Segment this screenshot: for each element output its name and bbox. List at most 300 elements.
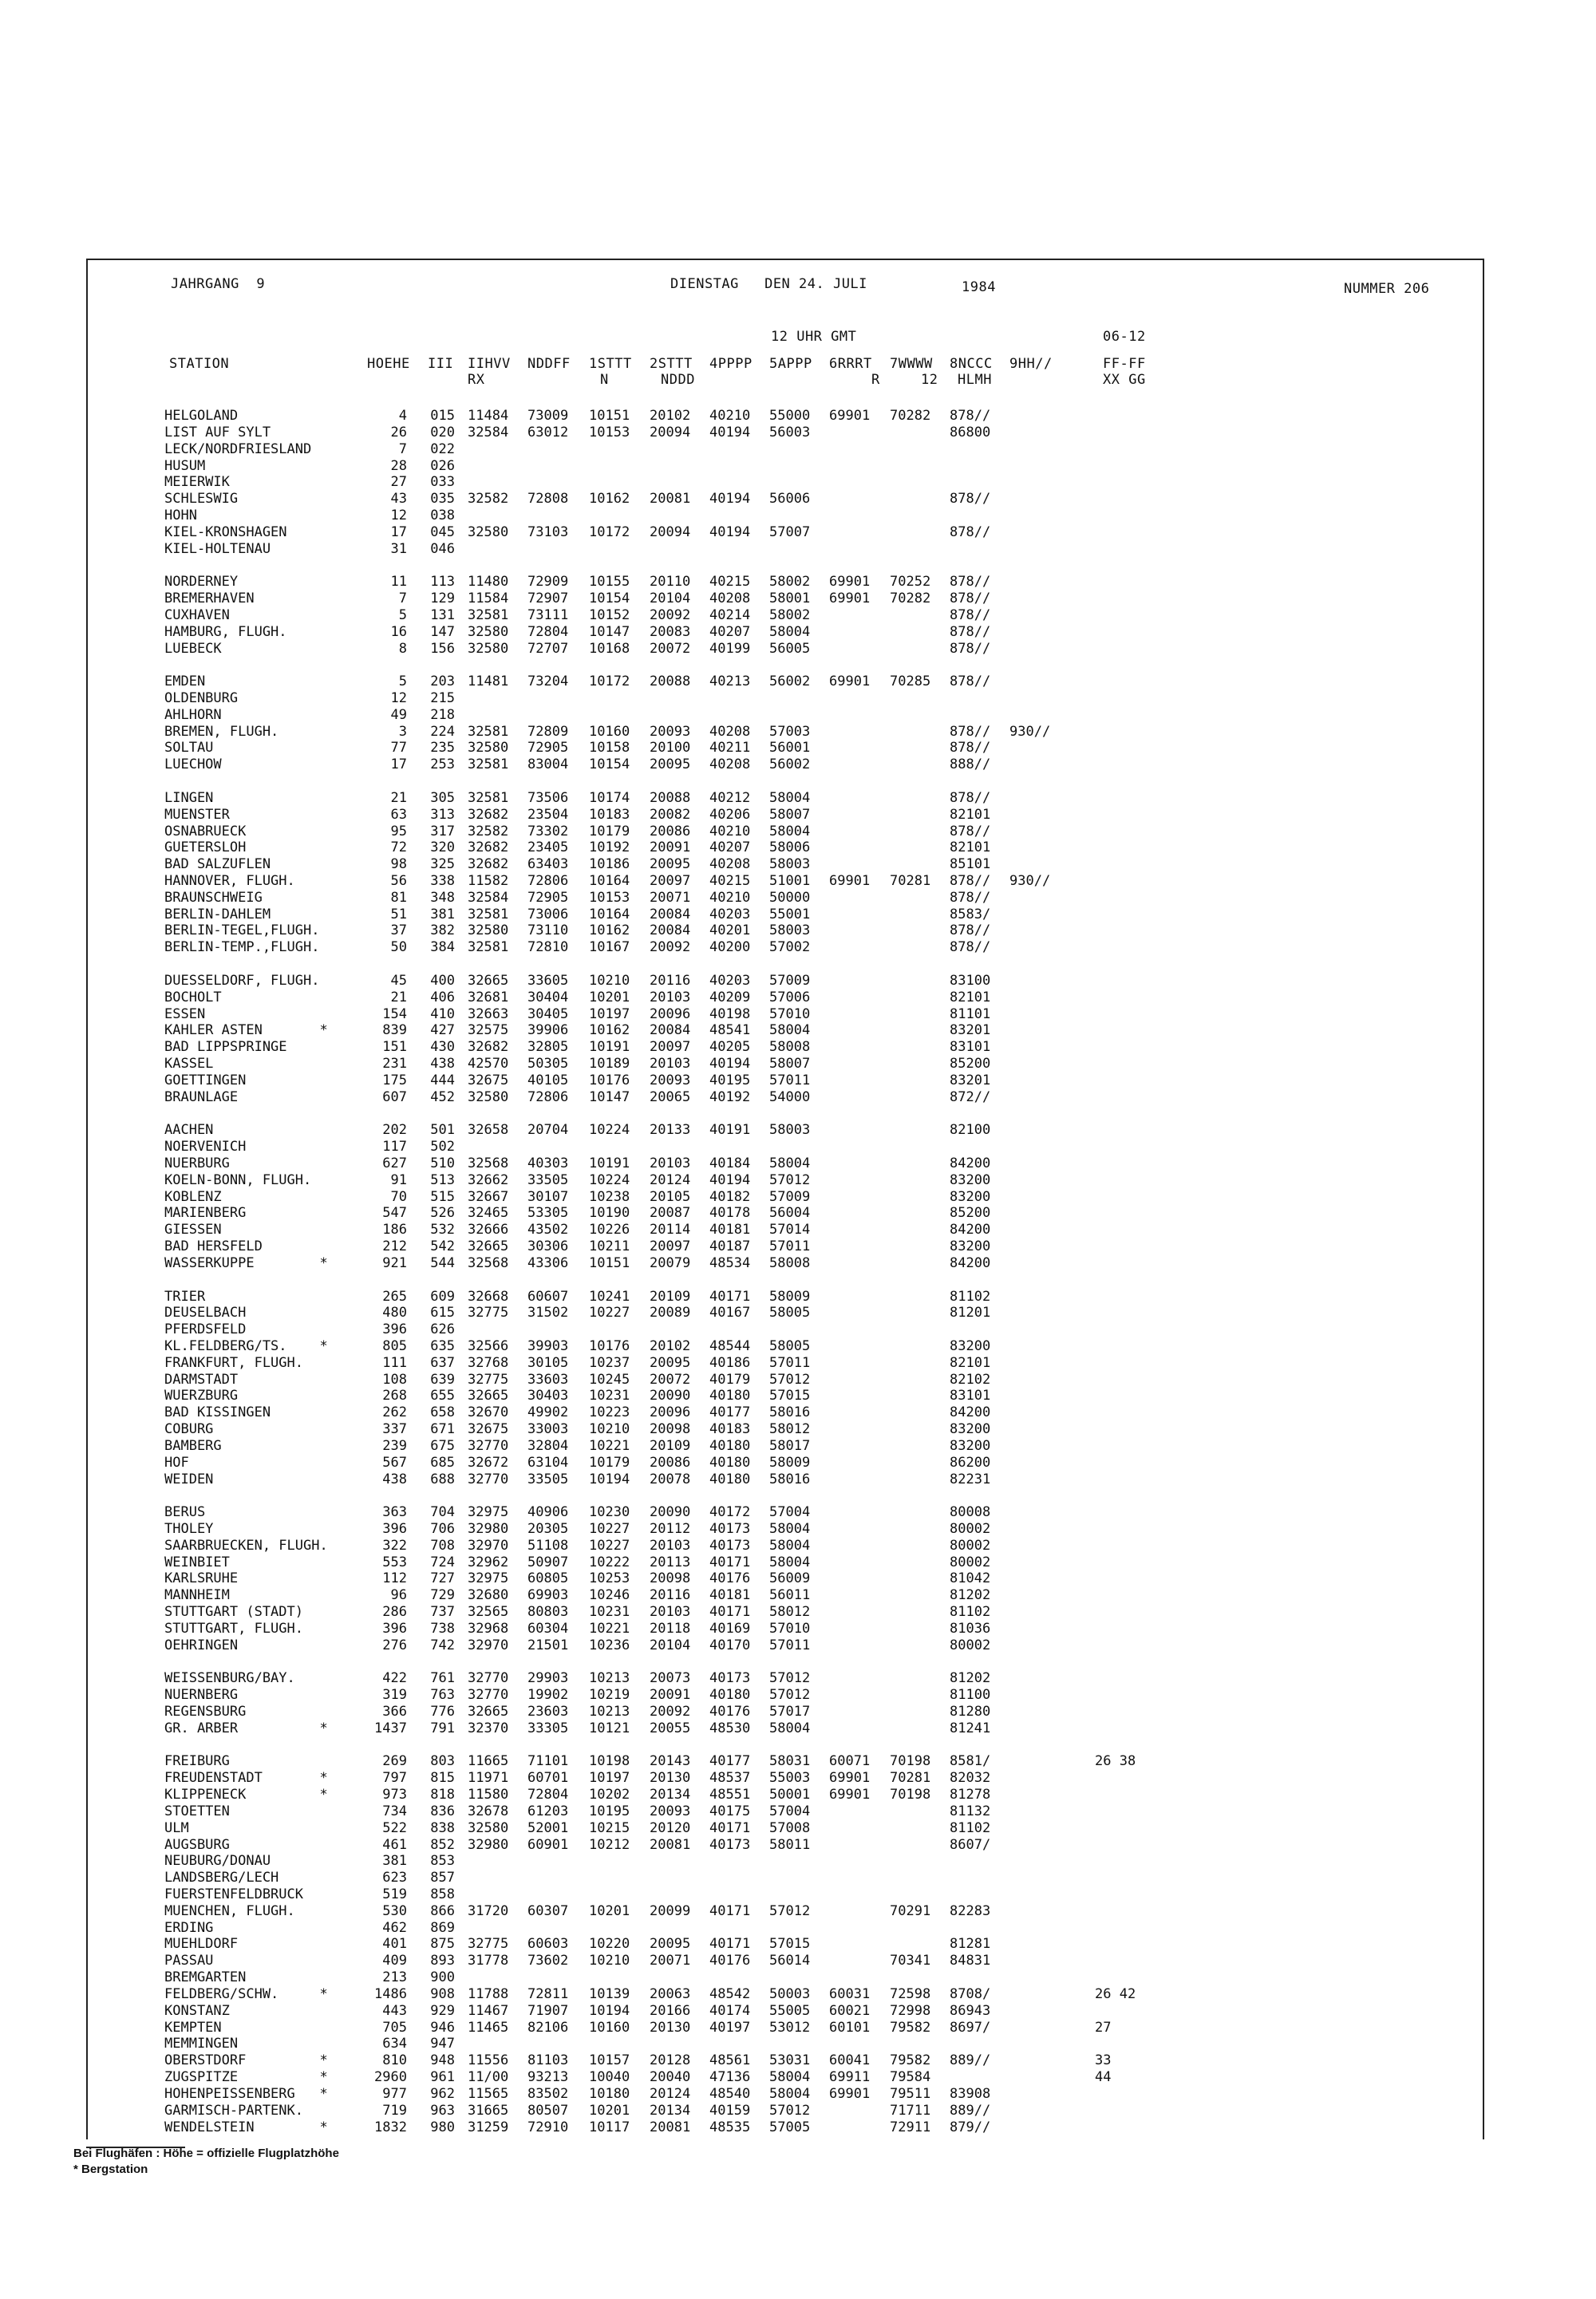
- cell-8nccc: 81202: [950, 1670, 991, 1687]
- cell-1sttt: 10231: [589, 1388, 630, 1404]
- cell-hoehe: 202: [382, 1122, 407, 1139]
- cell-iihvv: 32675: [468, 1421, 509, 1437]
- cell-iihvv: 11556: [468, 2052, 509, 2069]
- cell-hoehe: 50: [390, 939, 407, 956]
- cell-iii: 382: [430, 922, 455, 939]
- cell-hoehe: 810: [382, 2052, 407, 2069]
- cell-iii: 320: [430, 839, 455, 856]
- cell-iii: 203: [430, 674, 455, 690]
- cell-station: PASSAU: [164, 1953, 214, 1969]
- cell-hoehe: 95: [390, 823, 407, 839]
- cell-iii: 724: [430, 1554, 455, 1570]
- station-row: [0, 1189, 1596, 1205]
- cell-hoehe: 17: [390, 756, 407, 773]
- observation-time: 12 UHR GMT: [771, 329, 857, 345]
- station-row: [0, 990, 1596, 1005]
- cell-hoehe: 112: [382, 1570, 407, 1587]
- cell-8nccc: 82101: [950, 989, 991, 1005]
- cell-iii: 675: [430, 1437, 455, 1454]
- cell-station: BRAUNSCHWEIG: [164, 889, 263, 906]
- cell-hoehe: 530: [382, 1902, 407, 1919]
- cell-hoehe: 12: [390, 689, 407, 706]
- cell-nddff: 30403: [527, 1388, 569, 1404]
- cell-4pppp: 47136: [709, 2069, 751, 2085]
- cell-station: WEIDEN: [164, 1471, 214, 1487]
- cell-hoehe: 12: [390, 507, 407, 523]
- cell-iihvv: 11465: [468, 2019, 509, 2036]
- cell-nddff: 82106: [527, 2019, 569, 2036]
- cell-2sttt: 20084: [650, 922, 691, 939]
- cell-4pppp: 40173: [709, 1537, 751, 1554]
- cell-2sttt: 20095: [650, 756, 691, 773]
- cell-1sttt: 10238: [589, 1188, 630, 1205]
- cell-5appp: 58005: [769, 1305, 811, 1321]
- cell-ff-gg: 26 38: [1095, 1753, 1136, 1770]
- cell-4pppp: 40201: [709, 922, 751, 939]
- cell-nddff: 93213: [527, 2069, 569, 2085]
- cell-station: NUERNBERG: [164, 1687, 239, 1704]
- cell-nddff: 32804: [527, 1437, 569, 1454]
- cell-2sttt: 20113: [650, 1554, 691, 1570]
- col-sub-xx-gg: XX GG: [1103, 372, 1146, 388]
- cell-5appp: 56011: [769, 1587, 811, 1604]
- cell-5appp: 56006: [769, 491, 811, 508]
- cell-station: OLDENBURG: [164, 689, 239, 706]
- cell-5appp: 57009: [769, 1188, 811, 1205]
- cell-station: COBURG: [164, 1421, 214, 1437]
- cell-2sttt: 20100: [650, 740, 691, 756]
- cell-hoehe: 286: [382, 1604, 407, 1620]
- cell-4pppp: 40172: [709, 1504, 751, 1521]
- cell-station: MEIERWIK: [164, 474, 230, 491]
- cell-iii: 609: [430, 1288, 455, 1305]
- cell-8nccc: 879//: [950, 2119, 991, 2135]
- cell-iihvv: 32667: [468, 1188, 509, 1205]
- cell-station: HELGOLAND: [164, 408, 239, 424]
- cell-nddff: 49902: [527, 1404, 569, 1421]
- cell-iihvv: 32682: [468, 806, 509, 823]
- cell-1sttt: 10158: [589, 740, 630, 756]
- cell-nddff: 52001: [527, 1819, 569, 1836]
- cell-iii: 857: [430, 1870, 455, 1886]
- cell-iihvv: 32665: [468, 1238, 509, 1254]
- cell-5appp: 57017: [769, 1704, 811, 1720]
- cell-iihvv: 31259: [468, 2119, 509, 2135]
- cell-iii: 948: [430, 2052, 455, 2069]
- cell-iihvv: 32568: [468, 1155, 509, 1171]
- cell-station: FUERSTENFELDBRUCK: [164, 1886, 303, 1902]
- cell-iihvv: 32680: [468, 1587, 509, 1604]
- station-row: [0, 1587, 1596, 1603]
- cell-4pppp: 40182: [709, 1188, 751, 1205]
- cell-iii: 532: [430, 1222, 455, 1238]
- cell-nddff: 73506: [527, 789, 569, 806]
- cell-station: BREMEN, FLUGH.: [164, 723, 279, 740]
- cell-6rrrt: 69901: [829, 591, 871, 606]
- cell-8nccc: 82283: [950, 1902, 991, 1919]
- cell-nddff: 72810: [527, 939, 569, 956]
- station-row: [0, 839, 1596, 855]
- col-nddff: NDDFF: [527, 356, 571, 372]
- station-row: [0, 408, 1596, 424]
- cell-station: BREMGARTEN: [164, 1969, 247, 1986]
- cell-4pppp: 40215: [709, 574, 751, 591]
- cell-iihvv: 11971: [468, 1770, 509, 1787]
- cell-nddff: 53305: [527, 1205, 569, 1222]
- cell-1sttt: 10194: [589, 1471, 630, 1487]
- cell-iii: 502: [430, 1139, 455, 1155]
- cell-hoehe: 553: [382, 1554, 407, 1570]
- cell-1sttt: 10179: [589, 1454, 630, 1471]
- cell-station: BAD LIPPSPRINGE: [164, 1039, 287, 1056]
- cell-2sttt: 20094: [650, 523, 691, 540]
- cell-5appp: 50001: [769, 1787, 811, 1803]
- station-row: [0, 1139, 1596, 1155]
- cell-4pppp: 40208: [709, 723, 751, 740]
- station-row: [0, 1022, 1596, 1038]
- cell-5appp: 57012: [769, 1687, 811, 1704]
- cell-iii: 946: [430, 2019, 455, 2036]
- cell-hoehe: 401: [382, 1936, 407, 1953]
- cell-hoehe: 522: [382, 1819, 407, 1836]
- cell-iihvv: 32675: [468, 1072, 509, 1088]
- cell-8nccc: 81132: [950, 1803, 991, 1819]
- cell-station: CUXHAVEN: [164, 606, 230, 623]
- cell-1sttt: 10192: [589, 839, 630, 856]
- station-row: [0, 939, 1596, 955]
- cell-iihvv: 32775: [468, 1936, 509, 1953]
- cell-8nccc: 83200: [950, 1171, 991, 1188]
- cell-iii: 129: [430, 591, 455, 606]
- cell-4pppp: 40167: [709, 1305, 751, 1321]
- station-row: [0, 1936, 1596, 1952]
- cell-station: PFERDSFELD: [164, 1321, 247, 1338]
- cell-iii: 224: [430, 723, 455, 740]
- station-row: [0, 922, 1596, 938]
- cell-iihvv: 32975: [468, 1570, 509, 1587]
- cell-hoehe: 396: [382, 1620, 407, 1637]
- cell-2sttt: 20120: [650, 1819, 691, 1836]
- cell-station: NEUBURG/DONAU: [164, 1853, 271, 1870]
- station-row: [0, 1155, 1596, 1171]
- cell-4pppp: 40176: [709, 1704, 751, 1720]
- cell-iii: 427: [430, 1022, 455, 1039]
- station-row: [0, 1870, 1596, 1886]
- cell-6rrrt: 69901: [829, 1787, 871, 1803]
- cell-nddff: 33603: [527, 1371, 569, 1388]
- cell-hoehe: 186: [382, 1222, 407, 1238]
- cell-5appp: 58017: [769, 1437, 811, 1454]
- cell-iii: 235: [430, 740, 455, 756]
- cell-4pppp: 48535: [709, 2119, 751, 2135]
- cell-5appp: 54000: [769, 1088, 811, 1105]
- col-sub-nddd: NDDD: [661, 372, 695, 388]
- cell-5appp: 58004: [769, 2069, 811, 2085]
- cell-4pppp: 40173: [709, 1520, 751, 1537]
- cell-1sttt: 10201: [589, 989, 630, 1005]
- cell-nddff: 32805: [527, 1039, 569, 1056]
- cell-iii: 858: [430, 1886, 455, 1902]
- cell-1sttt: 10190: [589, 1205, 630, 1222]
- cell-iihvv: 32581: [468, 939, 509, 956]
- cell-1sttt: 10168: [589, 640, 630, 657]
- cell-5appp: 56001: [769, 740, 811, 756]
- cell-iihvv: 32575: [468, 1022, 509, 1039]
- cell-4pppp: 40207: [709, 623, 751, 640]
- footnote-airports: Bei Flughäfen : Höhe = offizielle Flugplatzhöhe: [73, 2147, 339, 2160]
- cell-iii: 706: [430, 1520, 455, 1537]
- cell-7wwww: 70341: [890, 1953, 931, 1969]
- cell-5appp: 55000: [769, 408, 811, 424]
- cell-8nccc: 83908: [950, 2085, 991, 2102]
- cell-nddff: 72909: [527, 574, 569, 591]
- cell-2sttt: 20091: [650, 839, 691, 856]
- cell-nddff: 50305: [527, 1056, 569, 1072]
- station-row: [0, 425, 1596, 440]
- cell-station: HOHENPEISSENBERG *: [164, 2085, 328, 2102]
- cell-2sttt: 20099: [650, 1902, 691, 1919]
- cell-hoehe: 91: [390, 1171, 407, 1188]
- cell-1sttt: 10224: [589, 1122, 630, 1139]
- cell-1sttt: 10172: [589, 523, 630, 540]
- cell-iihvv: 32580: [468, 740, 509, 756]
- cell-1sttt: 10211: [589, 1238, 630, 1254]
- cell-8nccc: 878//: [950, 491, 991, 508]
- cell-8nccc: 888//: [950, 756, 991, 773]
- cell-iihvv: 32666: [468, 1222, 509, 1238]
- station-row: [0, 1338, 1596, 1354]
- cell-8nccc: 82101: [950, 806, 991, 823]
- cell-4pppp: 40194: [709, 1056, 751, 1072]
- cell-1sttt: 10162: [589, 922, 630, 939]
- cell-iii: 761: [430, 1670, 455, 1687]
- cell-iii: 253: [430, 756, 455, 773]
- cell-8nccc: 83200: [950, 1437, 991, 1454]
- cell-2sttt: 20078: [650, 1471, 691, 1487]
- station-row: [0, 756, 1596, 772]
- cell-iii: 852: [430, 1836, 455, 1853]
- cell-4pppp: 48542: [709, 1985, 751, 2002]
- cell-1sttt: 10222: [589, 1554, 630, 1570]
- cell-station: MEMMINGEN: [164, 2036, 239, 2052]
- cell-iii: 738: [430, 1620, 455, 1637]
- cell-iihvv: 31778: [468, 1953, 509, 1969]
- cell-nddff: 72808: [527, 491, 569, 508]
- cell-5appp: 58007: [769, 1056, 811, 1072]
- cell-5appp: 58031: [769, 1753, 811, 1770]
- cell-5appp: 56004: [769, 1205, 811, 1222]
- cell-station: KASSEL: [164, 1056, 214, 1072]
- cell-4pppp: 40187: [709, 1238, 751, 1254]
- cell-6rrrt: 69901: [829, 873, 871, 889]
- cell-station: ULM: [164, 1819, 189, 1836]
- cell-station: FREIBURG: [164, 1753, 230, 1770]
- cell-hoehe: 805: [382, 1337, 407, 1354]
- cell-6rrrt: 60021: [829, 2002, 871, 2019]
- cell-station: BAD SALZUFLEN: [164, 856, 271, 873]
- cell-2sttt: 20112: [650, 1520, 691, 1537]
- cell-4pppp: 40171: [709, 1288, 751, 1305]
- cell-nddff: 33305: [527, 1720, 569, 1736]
- cell-hoehe: 422: [382, 1670, 407, 1687]
- cell-1sttt: 10191: [589, 1155, 630, 1171]
- cell-4pppp: 40215: [709, 873, 751, 889]
- cell-iii: 836: [430, 1803, 455, 1819]
- cell-nddff: 40105: [527, 1072, 569, 1088]
- cell-station: BERLIN-DAHLEM: [164, 906, 271, 922]
- cell-hoehe: 977: [382, 2085, 407, 2102]
- cell-8nccc: 84831: [950, 1953, 991, 1969]
- cell-1sttt: 10164: [589, 873, 630, 889]
- cell-nddff: 73006: [527, 906, 569, 922]
- cell-5appp: 57012: [769, 1371, 811, 1388]
- cell-8nccc: 878//: [950, 591, 991, 606]
- cell-nddff: 43502: [527, 1222, 569, 1238]
- cell-nddff: 30306: [527, 1238, 569, 1254]
- col-iii: III: [428, 356, 454, 372]
- cell-5appp: 57002: [769, 939, 811, 956]
- cell-iihvv: 32665: [468, 1388, 509, 1404]
- cell-8nccc: 81202: [950, 1587, 991, 1604]
- cell-hoehe: 45: [390, 972, 407, 989]
- cell-hoehe: 519: [382, 1886, 407, 1902]
- cell-hoehe: 5: [398, 674, 407, 690]
- cell-hoehe: 28: [390, 457, 407, 474]
- cell-nddff: 73111: [527, 606, 569, 623]
- cell-5appp: 51001: [769, 873, 811, 889]
- cell-8nccc: 83201: [950, 1022, 991, 1039]
- cell-iii: 544: [430, 1254, 455, 1271]
- cell-nddff: 20305: [527, 1520, 569, 1537]
- cell-2sttt: 20086: [650, 823, 691, 839]
- cell-station: LUECHOW: [164, 756, 222, 773]
- cell-4pppp: 40170: [709, 1637, 751, 1653]
- cell-2sttt: 20081: [650, 491, 691, 508]
- cell-2sttt: 20092: [650, 1704, 691, 1720]
- station-row: [0, 1372, 1596, 1388]
- date-line: DIENSTAG DEN 24. JULI: [670, 276, 867, 292]
- cell-2sttt: 20081: [650, 1836, 691, 1853]
- cell-station: DUESSELDORF, FLUGH.: [164, 972, 320, 989]
- cell-5appp: 56002: [769, 674, 811, 690]
- cell-5appp: 58004: [769, 1537, 811, 1554]
- cell-ff-gg: 27: [1095, 2019, 1112, 2036]
- cell-2sttt: 20134: [650, 1787, 691, 1803]
- cell-iii: 963: [430, 2102, 455, 2119]
- cell-station: HANNOVER, FLUGH.: [164, 873, 295, 889]
- station-row: [0, 1172, 1596, 1188]
- cell-9hh: 930//: [1009, 873, 1051, 889]
- cell-8nccc: 878//: [950, 939, 991, 956]
- cell-hoehe: 276: [382, 1637, 407, 1653]
- cell-2sttt: 20063: [650, 1985, 691, 2002]
- cell-iihvv: 32968: [468, 1620, 509, 1637]
- cell-1sttt: 10195: [589, 1803, 630, 1819]
- cell-2sttt: 20114: [650, 1222, 691, 1238]
- cell-4pppp: 40171: [709, 1936, 751, 1953]
- cell-station: BAMBERG: [164, 1437, 222, 1454]
- cell-nddff: 80803: [527, 1604, 569, 1620]
- cell-iihvv: 32678: [468, 1803, 509, 1819]
- cell-iii: 020: [430, 424, 455, 440]
- cell-4pppp: 40194: [709, 523, 751, 540]
- cell-5appp: 56003: [769, 424, 811, 440]
- cell-2sttt: 20110: [650, 574, 691, 591]
- cell-2sttt: 20097: [650, 873, 691, 889]
- cell-hoehe: 322: [382, 1537, 407, 1554]
- cell-1sttt: 10227: [589, 1305, 630, 1321]
- cell-hoehe: 462: [382, 1919, 407, 1936]
- station-row: [0, 1770, 1596, 1786]
- cell-iihvv: 11665: [468, 1753, 509, 1770]
- cell-iii: 615: [430, 1305, 455, 1321]
- cell-hoehe: 438: [382, 1471, 407, 1487]
- cell-1sttt: 10253: [589, 1570, 630, 1587]
- cell-iihvv: 32770: [468, 1437, 509, 1454]
- cell-station: BOCHOLT: [164, 989, 222, 1005]
- station-row: [0, 1969, 1596, 1985]
- cell-4pppp: 48537: [709, 1770, 751, 1787]
- cell-5appp: 58006: [769, 839, 811, 856]
- cell-iii: 980: [430, 2119, 455, 2135]
- cell-station: KIEL-HOLTENAU: [164, 540, 271, 557]
- cell-5appp: 56005: [769, 640, 811, 657]
- cell-4pppp: 40214: [709, 606, 751, 623]
- station-row: [0, 2052, 1596, 2068]
- station-row: [0, 824, 1596, 839]
- cell-station: BAD KISSINGEN: [164, 1404, 271, 1421]
- cell-6rrrt: 69901: [829, 674, 871, 690]
- cell-nddff: 23405: [527, 839, 569, 856]
- cell-8nccc: 81042: [950, 1570, 991, 1587]
- cell-2sttt: 20128: [650, 2052, 691, 2069]
- cell-nddff: 33605: [527, 972, 569, 989]
- cell-iihvv: 32370: [468, 1720, 509, 1736]
- col-6rrrt: 6RRRT: [829, 356, 872, 372]
- cell-8nccc: 878//: [950, 740, 991, 756]
- cell-8nccc: 80002: [950, 1637, 991, 1653]
- cell-iii: 348: [430, 889, 455, 906]
- cell-6rrrt: 69901: [829, 574, 871, 591]
- cell-1sttt: 10212: [589, 1836, 630, 1853]
- cell-4pppp: 40210: [709, 823, 751, 839]
- station-row: [0, 1006, 1596, 1022]
- station-row: [0, 541, 1596, 557]
- cell-5appp: 56009: [769, 1570, 811, 1587]
- cell-8nccc: 8708/: [950, 1985, 991, 2002]
- cell-iii: 438: [430, 1056, 455, 1072]
- cell-2sttt: 20103: [650, 1056, 691, 1072]
- cell-station: KAHLER ASTEN *: [164, 1022, 328, 1039]
- cell-iii: 542: [430, 1238, 455, 1254]
- cell-station: KL.FELDBERG/TS. *: [164, 1337, 328, 1354]
- cell-station: KLIPPENECK *: [164, 1787, 328, 1803]
- cell-5appp: 55001: [769, 906, 811, 922]
- cell-8nccc: 82102: [950, 1371, 991, 1388]
- cell-station: MARIENBERG: [164, 1205, 247, 1222]
- cell-nddff: 40906: [527, 1504, 569, 1521]
- cell-6rrrt: 60031: [829, 1985, 871, 2002]
- cell-1sttt: 10198: [589, 1753, 630, 1770]
- col-8nccc: 8NCCC: [950, 356, 993, 372]
- cell-hoehe: 37: [390, 922, 407, 939]
- cell-2sttt: 20095: [650, 1936, 691, 1953]
- station-row: [0, 2036, 1596, 2052]
- station-row: [0, 1504, 1596, 1520]
- cell-station: MUENSTER: [164, 806, 230, 823]
- cell-8nccc: 85101: [950, 856, 991, 873]
- cell-1sttt: 10164: [589, 906, 630, 922]
